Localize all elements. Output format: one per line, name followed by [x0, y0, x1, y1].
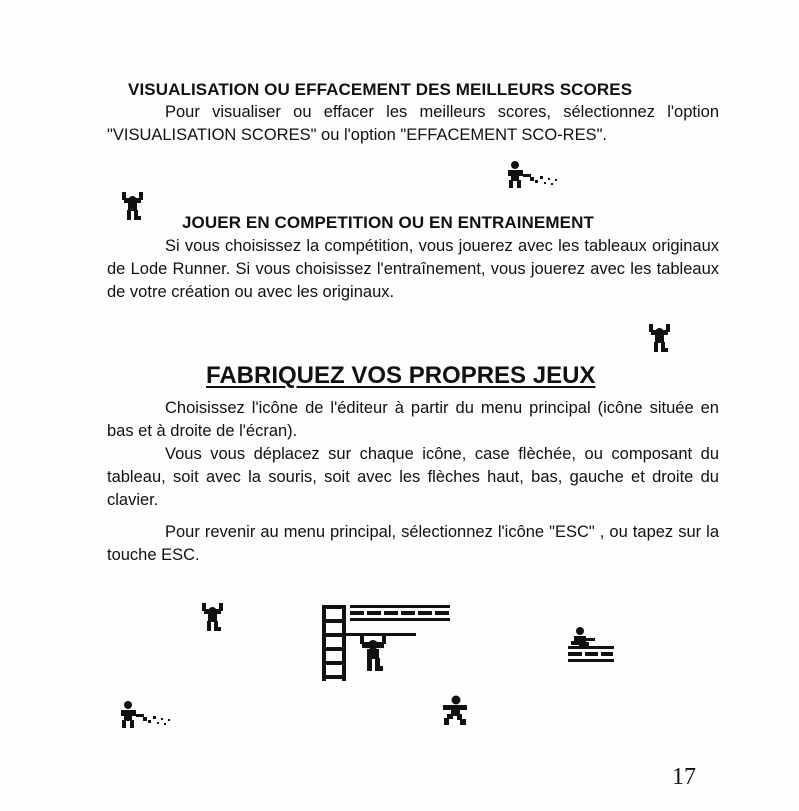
guard-arms-raised-icon [647, 324, 673, 354]
page-title-editor: FABRIQUEZ VOS PROPRES JEUX [206, 362, 596, 389]
ladder-bricks-hanging-runner-icon [322, 605, 454, 681]
runner-over-bricks-icon [568, 626, 616, 668]
runner-digging-icon [506, 160, 564, 190]
running-figure-icon [441, 695, 469, 727]
runner-digging-icon [119, 700, 177, 730]
guard-arms-raised-icon [200, 603, 226, 633]
editor-paragraph-2: Vous vous déplacez sur chaque icône, case flèchée, ou composant du tableau, soit avec la souris, soit avec les flèches haut, bas, gauche et droite du clavier. [107, 445, 719, 509]
section-body-scores: Pour visualiser ou effacer les meilleurs scores, sélectionnez l'option "VISUALISATION SCORES" ou l'option "EFFACEMENT SCO-RES". [107, 103, 719, 144]
guard-arms-raised-icon [120, 192, 146, 222]
page-number: 17 [672, 764, 696, 790]
editor-paragraph-1: Choisissez l'icône de l'éditeur à partir du menu principal (icône située en bas et à droite de l'écran). [107, 399, 719, 440]
section-body-competition: Si vous choisissez la compétition, vous jouerez avec les tableaux originaux de Lode Runner. Si vous choisissez l'entraînement, vous jouerez avec les tableaux de votre création ou avec les originaux. [107, 237, 719, 301]
editor-paragraph-3: Pour revenir au menu principal, sélectionnez l'icône "ESC" , ou tapez sur la touche ESC. [107, 523, 719, 564]
section-heading-scores: VISUALISATION OU EFFACEMENT DES MEILLEURS SCORES [128, 80, 633, 99]
section-heading-competition: JOUER EN COMPETITION OU EN ENTRAINEMENT [182, 213, 594, 232]
